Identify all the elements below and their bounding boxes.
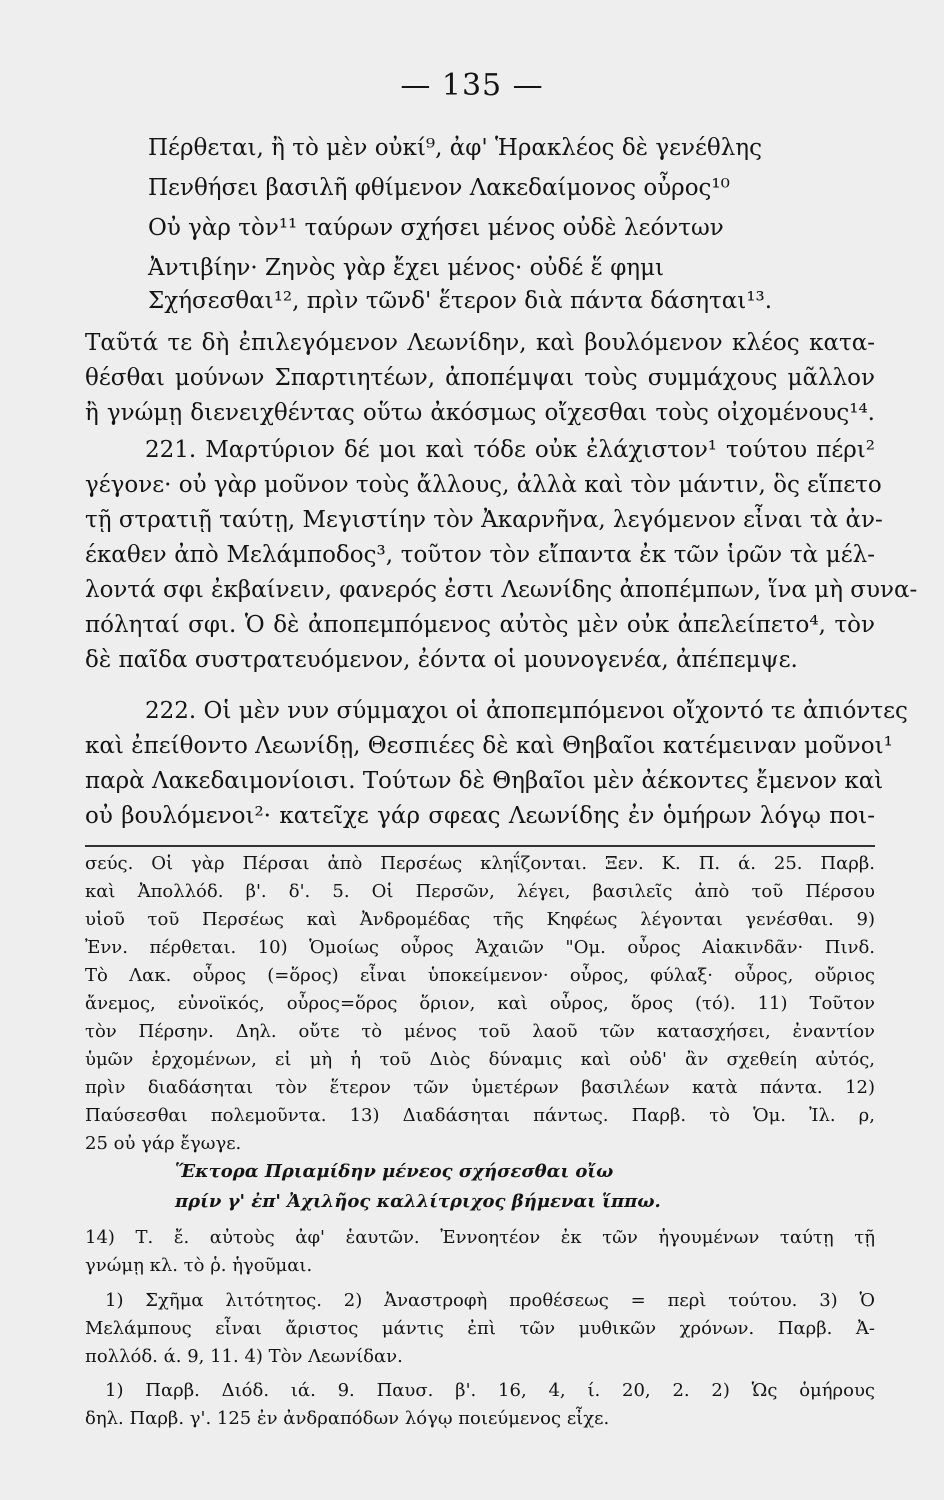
body-line: έκαθεν ἀπὸ Μελάμποδος³, τοῦτον τὸν εἴπαντα ἐκ τῶν ἱρῶν τὰ μέλ- — [85, 542, 875, 568]
body-line: λοντά σφι ἐκβαίνειν, φανερός ἐστι Λεωνίδης ἀποπέμπων, ἵνα μὴ συνα- — [85, 577, 918, 603]
verse-line: Ἀντιβίην· Ζηνὸς γὰρ ἔχει μένος· οὐδέ ἕ φημι — [148, 255, 665, 281]
footnote-line: Τὸ Λακ. οὖρος (=ὅρος) εἶναι ὑποκείμενον· οὖρος, φύλαξ· οὖρος, οὔριος — [85, 965, 875, 986]
footnote-line: Παύσεσθαι πολεμοῦντα. 13) Διαδάσηται πάντως. Παρβ. τὸ Ὁμ. Ἰλ. ρ, — [85, 1105, 875, 1126]
footnote-line: 14) Τ. ἔ. αὐτοὺς ἀφ' ἑαυτῶν. Ἐννοητέον ἐκ τῶν ἡγουμένων ταύτῃ τῇ — [85, 1227, 875, 1248]
footnote-line: υἱοῦ τοῦ Περσέως καὶ Ἀνδρομέδας τῆς Κηφέως λέγονται γενέσθαι. 9) — [85, 909, 875, 930]
body-line: γέγονε· οὐ γὰρ μοῦνον τοὺς ἄλλους, ἀλλὰ καὶ τὸν μάντιν, ὃς εἵπετο — [85, 472, 882, 498]
body-line: Ταῦτά τε δὴ ἐπιλεγόμενον Λεωνίδην, καὶ βουλόμενον κλέος κατα- — [85, 330, 875, 356]
body-line: 221. Μαρτύριον δέ μοι καὶ τόδε οὐκ ἐλάχιστον¹ τούτου πέρι² — [145, 437, 875, 463]
body-line: καὶ ἐπείθοντο Λεωνίδῃ, Θεσπιέες δὲ καὶ Θηβαῖοι κατέμειναν μοῦνοι¹ — [85, 733, 893, 759]
body-line: ἢ γνώμῃ διενειχθέντας οὕτω ἀκόσμως οἴχεσθαι τοὺς οἰχομένους¹⁴. — [85, 400, 875, 426]
footnote-line: καὶ Ἀπολλόδ. β'. δ'. 5. Οἱ Περσῶν, λέγει, βασιλεῖς ἀπὸ τοῦ Πέρσου — [85, 881, 875, 902]
quoted-verse: Ἕκτορα Πριαμίδην μένεος σχήσεσθαι οἴω — [175, 1161, 614, 1182]
footnote-line: γνώμῃ κλ. τὸ ῥ. ἡγοῦμαι. — [85, 1255, 313, 1276]
footnote-line: ὑμῶν ἐρχομένων, εἰ μὴ ἡ τοῦ Διὸς δύναμις καὶ οὐδ' ἂν σχεθείη αὐτός, — [85, 1049, 875, 1070]
footnote-line: σεύς. Οἱ γὰρ Πέρσαι ἀπὸ Περσέως κληΐζονται. Ξεν. Κ. Π. ά. 25. Παρβ. — [85, 853, 875, 874]
body-line: οὐ βουλόμενοι²· κατεῖχε γάρ σφεας Λεωνίδης ἐν ὁμήρων λόγῳ ποι- — [85, 803, 875, 829]
verse-line: Οὐ γὰρ τὸν¹¹ ταύρων σχήσει μένος οὐδὲ λεόντων — [148, 215, 724, 241]
footnote-divider — [85, 845, 875, 847]
verse-line: Πενθήσει βασιλῆ φθίμενον Λακεδαίμονος οὖρος¹⁰ — [148, 175, 730, 201]
footnote-line: Ἐνν. πέρθεται. 10) Ὁμοίως οὖρος Ἀχαιῶν "Ομ. οὖρος Αἰακινδᾶν· Πινδ. — [85, 937, 875, 958]
footnote-line: 1) Σχῆμα λιτότητος. 2) Ἀναστροφὴ προθέσεως = περὶ τούτου. 3) Ὁ — [105, 1290, 875, 1311]
quoted-verse: πρίν γ' ἐπ' Ἀχιλῆος καλλίτριχος βήμεναι ἵππω. — [175, 1191, 661, 1212]
footnote-line: πολλόδ. ά. 9, 11. 4) Τὸν Λεωνίδαν. — [85, 1346, 403, 1367]
body-line: δὲ παῖδα συστρατευόμενον, ἐόντα οἱ μουνογενέα, ἀπέπεμψε. — [85, 647, 798, 673]
footnote-line: δηλ. Παρβ. γ'. 125 ἐν ἀνδραπόδων λόγῳ ποιεύμενος εἶχε. — [85, 1408, 610, 1429]
body-line: 222. Οἱ μὲν νυν σύμμαχοι οἱ ἀποπεμπόμενοι οἴχοντό τε ἀπιόντες — [145, 698, 908, 724]
page-number: — 135 — — [400, 68, 544, 103]
body-line: θέσθαι μούνων Σπαρτιητέων, ἀποπέμψαι τοὺς συμμάχους μᾶλλον — [85, 365, 875, 391]
body-line: παρὰ Λακεδαιμονίοισι. Τούτων δὲ Θηβαῖοι μὲν ἀέκοντες ἔμενον καὶ — [85, 768, 884, 794]
body-line: τῇ στρατιῇ ταύτῃ, Μεγιστίην τὸν Ἀκαρνῆνα, λεγόμενον εἶναι τὰ ἀν- — [85, 507, 883, 533]
footnote-line: 25 οὐ γάρ ἔγωγε. — [85, 1133, 242, 1154]
footnote-line: πρὶν διαδάσηται τὸν ἕτερον τῶν ὑμετέρων βασιλέων κατὰ πάντα. 12) — [85, 1077, 875, 1098]
body-line: πόληταί σφι. Ὁ δὲ ἀποπεμπόμενος αὐτὸς μὲν οὐκ ἀπελείπετο⁴, τὸν — [85, 612, 875, 638]
footnote-line: Μελάμπους εἶναι ἄριστος μάντις ἐπὶ τῶν μυθικῶν χρόνων. Παρβ. Ἀ- — [85, 1318, 875, 1339]
verse-line: Σχήσεσθαι¹², πρὶν τῶνδ' ἕτερον διὰ πάντα δάσηται¹³. — [148, 288, 773, 314]
footnote-line: τὸν Πέρσην. Δηλ. οὔτε τὸ μένος τοῦ λαοῦ τῶν κατασχήσει, ἐναντίον — [85, 1021, 875, 1042]
footnote-line: ἄνεμος, εὐνοϊκός, οὖρος=ὅρος ὅριον, καὶ οὖρος, ὅρος (τό). 11) Τοῦτον — [85, 993, 875, 1014]
footnote-line: 1) Παρβ. Διόδ. ιά. 9. Παυσ. β'. 16, 4, ί. 20, 2. 2) Ὡς ὁμήρους — [105, 1380, 875, 1401]
verse-line: Πέρθεται, ἢ τὸ μὲν οὐκί⁹, ἀφ' Ἡρακλέος δὲ γενέθλης — [148, 135, 762, 161]
